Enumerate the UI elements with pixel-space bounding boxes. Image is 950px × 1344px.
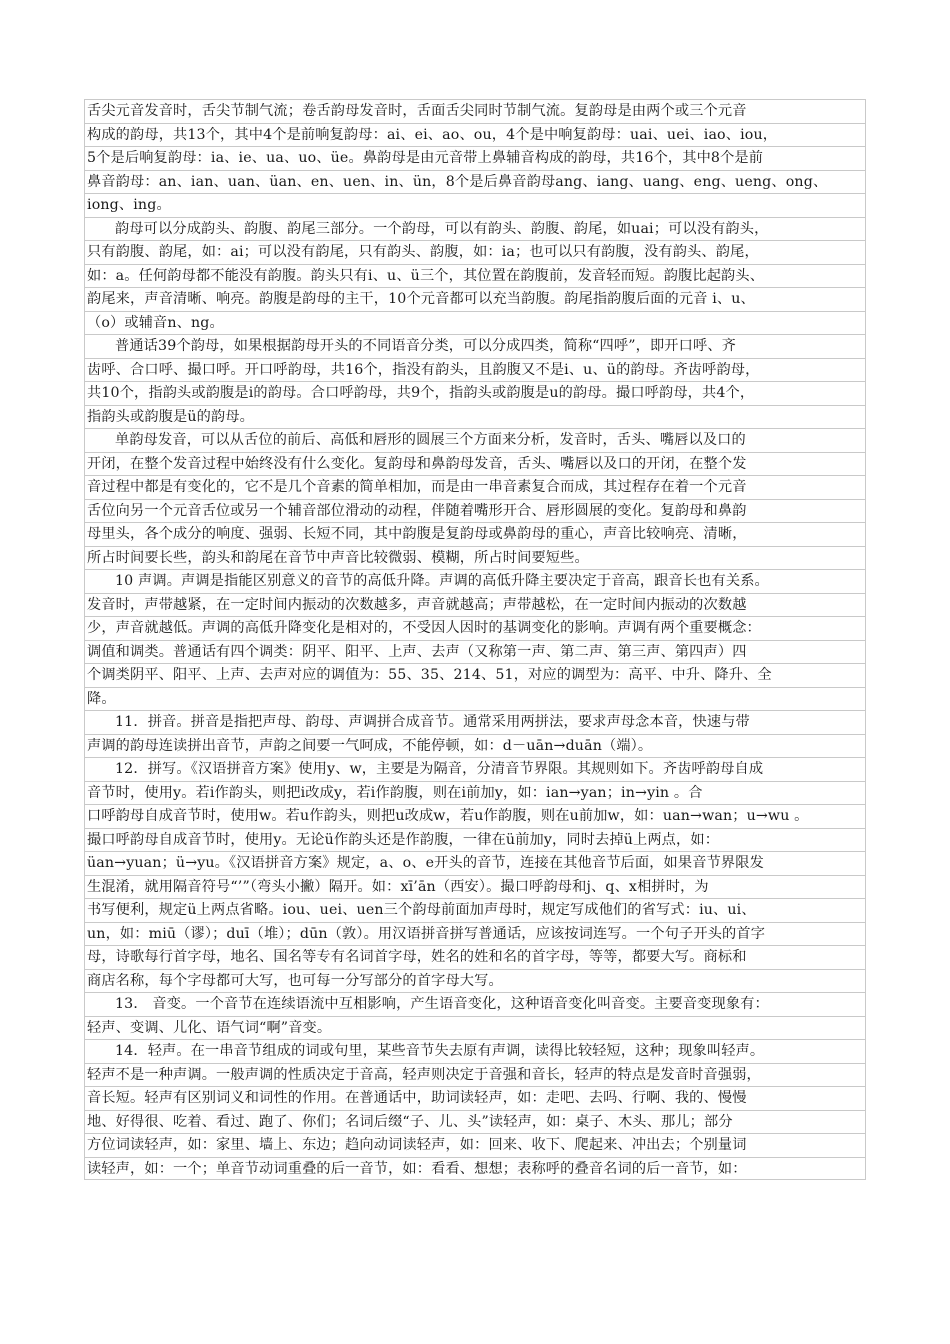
text-line: 轻声、变调、儿化、语气词“啊”音变。	[84, 1016, 866, 1040]
text-line: 普通话39个韵母，如果根据韵母开头的不同语音分类，可以分成四类，简称“四呼”，即开口呼、齐	[84, 334, 866, 358]
text-line: 读轻声，如：一个；单音节动词重叠的后一音节，如：看看、想想；表称呼的叠音名词的后一音节，如：	[84, 1157, 866, 1181]
text-line: 少，声音就越低。声调的高低升降变化是相对的，不受因人因时的基调变化的影响。声调有两个重要概念：	[84, 616, 866, 640]
text-line: 书写便利，规定ü上两点省略。iou、uei、uen三个韵母前面加声母时，规定写成他们的省写式：iu、ui、	[84, 898, 866, 922]
text-line: 方位词读轻声，如：家里、墙上、东边；趋向动词读轻声，如：回来、收下、爬起来、冲出去；个别量词	[84, 1133, 866, 1157]
text-line: 10 声调。声调是指能区别意义的音节的高低升降。声调的高低升降主要决定于音高，跟音长也有关系。	[84, 569, 866, 593]
text-line: 单韵母发音，可以从舌位的前后、高低和唇形的圆展三个方面来分析，发音时，舌头、嘴唇以及口的	[84, 428, 866, 452]
text-line: 降。	[84, 687, 866, 711]
text-line: 指韵头或韵腹是ü的韵母。	[84, 405, 866, 429]
text-line: 5个是后响复韵母：ia、ie、ua、uo、üe。鼻韵母是由元音带上鼻辅音构成的韵母，共16个，其中8个是前	[84, 146, 866, 170]
text-line: 共10个，指韵头或韵腹是i的韵母。合口呼韵母，共9个，指韵头或韵腹是u的韵母。撮口呼韵母，共4个，	[84, 381, 866, 405]
text-line: 调值和调类。普通话有四个调类：阴平、阳平、上声、去声（又称第一声、第二声、第三声、第四声）四	[84, 640, 866, 664]
text-line: 地、好得很、吃着、看过、跑了、你们；名词后缀“子、儿、头”读轻声，如：桌子、木头、那儿；部分	[84, 1110, 866, 1134]
text-line: 口呼韵母自成音节时，使用w。若u作韵头，则把u改成w，若u作韵腹，则在u前加w，如：uan→wan；u→wu 。	[84, 804, 866, 828]
text-line: 韵母可以分成韵头、韵腹、韵尾三部分。一个韵母，可以有韵头、韵腹、韵尾，如uai；可以没有韵头，	[84, 217, 866, 241]
text-line: 母里头，各个成分的响度、强弱、长短不同，其中韵腹是复韵母或鼻韵母的重心，声音比较响亮、清晰，	[84, 522, 866, 546]
text-line: 声调的韵母连读拼出音节，声韵之间要一气呵成，不能停顿，如：d－uān→duān（端）。	[84, 734, 866, 758]
text-line: üan→yuan；ü→yu。《汉语拼音方案》规定，a、o、e开头的音节，连接在其他音节后面，如果音节界限发	[84, 851, 866, 875]
text-line: 鼻音韵母：an、ian、uan、üan、en、uen、in、ün，8个是后鼻音韵母ang、iang、uang、eng、ueng、ong、	[84, 170, 866, 194]
text-line: 韵尾来，声音清晰、响亮。韵腹是韵母的主干，10个元音都可以充当韵腹。韵尾指韵腹后面的元音 i、u、	[84, 287, 866, 311]
text-line: 齿呼、合口呼、撮口呼。开口呼韵母，共16个，指没有韵头，且韵腹又不是i、u、ü的韵母。齐齿呼韵母，	[84, 358, 866, 382]
text-line: 舌位向另一个元音舌位或另一个辅音部位滑动的动程，伴随着嘴形开合、唇形圆展的变化。复韵母和鼻韵	[84, 499, 866, 523]
document-page	[84, 99, 866, 1180]
text-line: 只有韵腹、韵尾，如：ai；可以没有韵尾，只有韵头、韵腹，如：ia；也可以只有韵腹，没有韵头、韵尾，	[84, 240, 866, 264]
text-line: 所占时间要长些，韵头和韵尾在音节中声音比较微弱、模糊，所占时间要短些。	[84, 546, 866, 570]
text-line: 音过程中都是有变化的，它不是几个音素的简单相加，而是由一串音素复合而成，其过程存在着一个元音	[84, 475, 866, 499]
text-line: 发音时，声带越紧，在一定时间内振动的次数越多，声音就越高；声带越松，在一定时间内振动的次数越	[84, 593, 866, 617]
text-line: 12．拼写。《汉语拼音方案》使用y、w，主要是为隔音，分清音节界限。其规则如下。齐齿呼韵母自成	[84, 757, 866, 781]
text-line: iong、ing。	[84, 193, 866, 217]
text-line: 开闭，在整个发音过程中始终没有什么变化。复韵母和鼻韵母发音，舌头、嘴唇以及口的开闭，在整个发	[84, 452, 866, 476]
text-line: 构成的韵母，共13个，其中4个是前响复韵母：ai、ei、ao、ou，4个是中响复韵母：uai、uei、iao、iou，	[84, 123, 866, 147]
text-line: 轻声不是一种声调。一般声调的性质决定于音高，轻声则决定于音强和音长，轻声的特点是发音时音强弱，	[84, 1063, 866, 1087]
text-line: 撮口呼韵母自成音节时，使用y。无论ü作韵头还是作韵腹，一律在ü前加y，同时去掉ü上两点，如：	[84, 828, 866, 852]
text-line: 舌尖元音发音时，舌尖节制气流；卷舌韵母发音时，舌面舌尖同时节制气流。复韵母是由两个或三个元音	[84, 99, 866, 123]
text-line: 个调类阴平、阳平、上声、去声对应的调值为：55、35、214、51，对应的调型为：高平、中升、降升、全	[84, 663, 866, 687]
text-line: 11．拼音。拼音是指把声母、韵母、声调拼合成音节。通常采用两拼法，要求声母念本音，快速与带	[84, 710, 866, 734]
text-line: 母，诗歌每行首字母，地名、国名等专有名词首字母，姓名的姓和名的首字母，等等，都要大写。商标和	[84, 945, 866, 969]
text-line: 如：a。任何韵母都不能没有韵腹。韵头只有i、u、ü三个，其位置在韵腹前，发音轻而短。韵腹比起韵头、	[84, 264, 866, 288]
text-line: 生混淆，就用隔音符号“’”（弯头小撇）隔开。如：xī’ān（西安）。撮口呼韵母和j、q、x相拼时，为	[84, 875, 866, 899]
text-line: 音长短。轻声有区别词义和词性的作用。在普通话中，助词读轻声，如：走吧、去吗、行啊、我的、慢慢	[84, 1086, 866, 1110]
text-line: 音节时，使用y。若i作韵头，则把i改成y，若i作韵腹，则在i前加y，如：ian→yan；in→yin 。合	[84, 781, 866, 805]
text-line: （o）或辅音n、ng。	[84, 311, 866, 335]
text-line: 商店名称，每个字母都可大写，也可每一分写部分的首字母大写。	[84, 969, 866, 993]
text-line: un，如：miū（谬）；duī（堆）；dūn（敦）。用汉语拼音拼写普通话，应该按词连写。一个句子开头的首字	[84, 922, 866, 946]
text-line: 14．轻声。在一串音节组成的词或句里，某些音节失去原有声调，读得比较轻短，这种；现象叫轻声。	[84, 1039, 866, 1063]
text-line: 13． 音变。一个音节在连续语流中互相影响，产生语音变化，这种语音变化叫音变。主要音变现象有：	[84, 992, 866, 1016]
